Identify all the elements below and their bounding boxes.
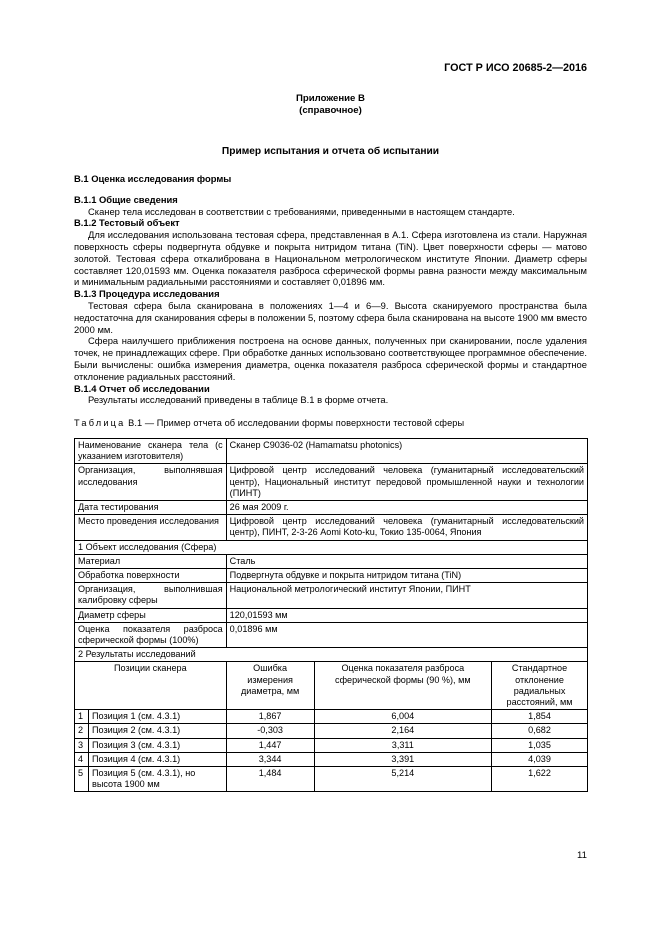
table-header-row — [75, 662, 588, 710]
diameter-error-value: 1,447 — [226, 738, 314, 752]
section-heading-b14: В.1.4 Отчет об исследовании — [74, 382, 210, 394]
table-row — [75, 501, 588, 515]
table-row — [75, 515, 588, 540]
form-spread-value: 3,311 — [314, 738, 492, 752]
scanner-position: Позиция 4 (см. 4.3.1) — [88, 752, 226, 766]
table-caption-text: В.1 — Пример отчета об исследовании формы поверхности тестовой сферы — [125, 418, 465, 428]
column-header-form-spread: Оценка показателя разброса сферической формы (90 %), мм — [314, 662, 492, 710]
std-deviation-value: 1,854 — [492, 710, 588, 724]
table-section-row — [75, 540, 588, 554]
row-number: 4 — [75, 752, 89, 766]
table-cell-label: Место проведения исследования — [75, 515, 227, 540]
table-cell-label: Материал — [75, 554, 227, 568]
table-row — [75, 583, 588, 608]
table-row — [75, 554, 588, 568]
table-cell-label: Обработка поверхности — [75, 569, 227, 583]
table-cell-value: Сталь — [226, 554, 587, 568]
table-cell-value: 26 мая 2009 г. — [226, 501, 587, 515]
paragraph-report: Результаты исследований приведены в таблице В.1 в форме отчета. — [88, 394, 389, 406]
table-cell-value: Цифровой центр исследований человека (гуманитарный исследовательский центр), ПИНТ, 2-3-26 Aomi Koto-ku, Токио 135-0064, Япония — [226, 515, 587, 540]
row-number: 5 — [75, 767, 89, 792]
diameter-error-value: 3,344 — [226, 752, 314, 766]
table-cell-label: Дата тестирования — [75, 501, 227, 515]
table-row — [75, 752, 588, 766]
table-cell-value: Национальной метрологический институт Японии, ПИНТ — [226, 583, 587, 608]
table-row — [75, 767, 588, 792]
scanner-position: Позиция 2 (см. 4.3.1) — [88, 724, 226, 738]
paragraph-general: Сканер тела исследован в соответствии с требованиями, приведенными в настоящем стандарте. — [88, 205, 515, 217]
table-row — [75, 622, 588, 647]
table-caption — [74, 418, 464, 430]
table-cell-value: Сканер C9036-02 (Hamamatsu photonics) — [226, 439, 587, 464]
table-cell-value: 0,01896 мм — [226, 622, 587, 647]
table-section-object: 1 Объект исследования (Сфера) — [75, 540, 588, 554]
row-number: 2 — [75, 724, 89, 738]
table-cell-label: Диаметр сферы — [75, 608, 227, 622]
table-cell-label: Наименование сканера тела (с указанием изготовителя) — [75, 439, 227, 464]
table-row — [75, 738, 588, 752]
diameter-error-value: 1,484 — [226, 767, 314, 792]
section-heading-b11: В.1.1 Общие сведения — [74, 193, 178, 205]
paragraph-procedure-1: Тестовая сфера была сканирована в положениях 1—4 и 6—9. Высота сканируемого пространства была недостаточна для сканирования сферы в положении 5, поэтому сфера была сканирована на высоте 1900 мм вместо 2000 мм. — [74, 299, 587, 335]
column-header-diameter-error: Ошибка измерения диаметра, мм — [226, 662, 314, 710]
diameter-error-value: 1,867 — [226, 710, 314, 724]
scanner-position: Позиция 3 (см. 4.3.1) — [88, 738, 226, 752]
annex-heading — [0, 93, 661, 117]
form-spread-value: 5,214 — [314, 767, 492, 792]
form-spread-value: 3,391 — [314, 752, 492, 766]
std-deviation-value: 4,039 — [492, 752, 588, 766]
row-number: 1 — [75, 710, 89, 724]
section-heading-b13: В.1.3 Процедура исследования — [74, 288, 220, 300]
section-heading-b1: В.1 Оценка исследования формы — [74, 173, 232, 184]
form-spread-value: 2,164 — [314, 724, 492, 738]
table-cell-label: Оценка показателя разброса сферической формы (100%) — [75, 622, 227, 647]
section-heading-b12: В.1.2 Тестовый объект — [74, 217, 180, 229]
table-cell-label: Организация, выполнявшая исследования — [75, 464, 227, 501]
scanner-position: Позиция 5 (см. 4.3.1), но высота 1900 мм — [88, 767, 226, 792]
std-deviation-value: 1,035 — [492, 738, 588, 752]
page-number: 11 — [577, 850, 587, 861]
scanner-position: Позиция 1 (см. 4.3.1) — [88, 710, 226, 724]
table-row — [75, 608, 588, 622]
form-spread-value: 6,004 — [314, 710, 492, 724]
diameter-error-value: -0,303 — [226, 724, 314, 738]
row-number: 3 — [75, 738, 89, 752]
table-section-row — [75, 648, 588, 662]
table-row — [75, 724, 588, 738]
table-row — [75, 710, 588, 724]
body-text — [74, 173, 587, 406]
column-header-position: Позиции сканера — [75, 662, 227, 710]
annex-label: Приложение В — [296, 93, 365, 104]
document-id-header: ГОСТ Р ИСО 20685-2—2016 — [444, 62, 587, 74]
std-deviation-value: 1,622 — [492, 767, 588, 792]
column-header-std-deviation: Стандартное отклонение радиальных расстояний, мм — [492, 662, 588, 710]
std-deviation-value: 0,682 — [492, 724, 588, 738]
table-cell-value: 120,01593 мм — [226, 608, 587, 622]
report-table — [74, 438, 588, 792]
table-cell-label: Организация, выполнившая калибровку сферы — [75, 583, 227, 608]
table-row — [75, 569, 588, 583]
table-section-results: 2 Результаты исследований — [75, 648, 588, 662]
annex-type: (справочное) — [299, 105, 362, 116]
table-caption-word: Таблица — [74, 418, 126, 428]
table-cell-value: Цифровой центр исследований человека (гуманитарный исследовательский центр), Национальный институт передовой промышленной науки и технологии (ПИНТ) — [226, 464, 587, 501]
table-row — [75, 439, 588, 464]
paragraph-procedure-2: Сфера наилучшего приближения построена на основе данных, полученных при сканировании, после удаления точек, не принадлежащих сфере. При обработке данных использовано соответствующее программное обеспечение. Были вычислены: ошибка измерения диаметра, оценка показателя разброса сферической формы и стандартное отклонение радиальных расстояний. — [74, 335, 587, 382]
paragraph-test-object: Для исследования использована тестовая сфера, представленная в А.1. Сфера изготовлена из стали. Наружная поверхность сферы подвергнута обдувке и покрыта нитридом титана (TiN). Цвет поверхности сферы — матово золотой. Тестовая сфера откалибрована в Национальном метрологическом институте Японии. Диаметр сферы составляет 120,01593 мм. Оценка показателя разброса сферической формы равна разности между максимальным и минимальным радиальными расстояниями и составляет 0,01896 мм. — [74, 229, 587, 288]
table-row — [75, 464, 588, 501]
annex-title: Пример испытания и отчета об испытании — [221, 146, 440, 157]
table-cell-value: Подвергнута обдувке и покрыта нитридом титана (TiN) — [226, 569, 587, 583]
